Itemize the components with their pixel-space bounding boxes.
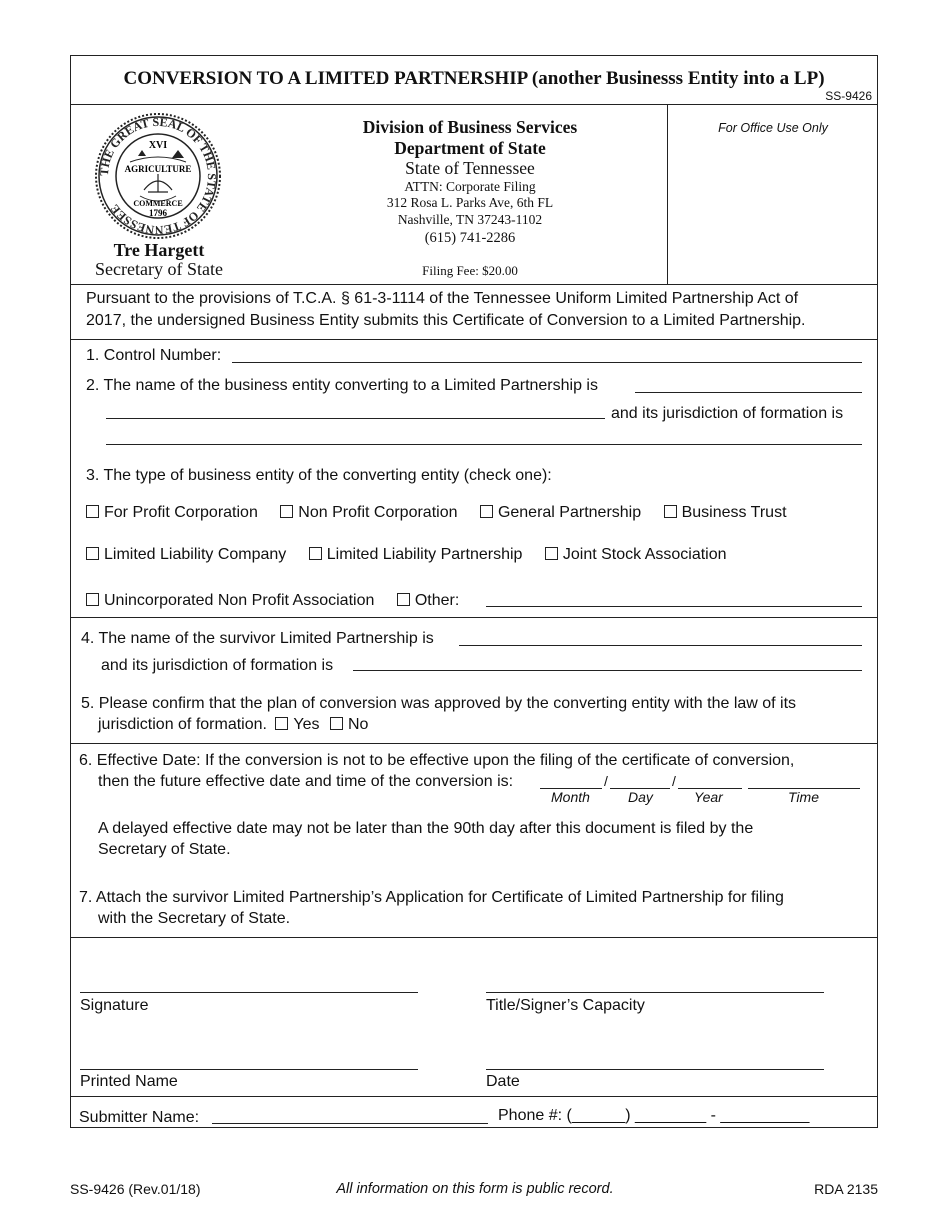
- divider: [70, 284, 878, 285]
- checkbox-non-profit[interactable]: [280, 505, 293, 518]
- option-label: General Partnership: [497, 504, 642, 521]
- printed-name-field[interactable]: [80, 1069, 418, 1070]
- option-label: Limited Liability Company: [104, 546, 287, 563]
- submitter-name-field[interactable]: [212, 1123, 488, 1124]
- checkbox-for-profit[interactable]: [86, 505, 99, 518]
- attach-line-1: 7. Attach the survivor Limited Partnership’s Application for Certificate of Limited Partnership for filing: [79, 889, 784, 906]
- divider: [70, 1096, 878, 1097]
- effective-date-line-2: then the future effective date and time of the conversion is:: [98, 773, 514, 790]
- footer-rda: RDA 2135: [814, 1181, 878, 1197]
- option-label: Joint Stock Association: [562, 546, 727, 563]
- checkbox-general-partnership[interactable]: [480, 505, 493, 518]
- entity-type-row-1: [86, 504, 805, 522]
- state-name: State of Tennessee: [405, 158, 535, 178]
- converting-entity-label: 2. The name of the business entity converting to a Limited Partnership is: [86, 377, 598, 394]
- divider: [70, 937, 878, 938]
- agency-phone: (615) 741-2286: [424, 230, 516, 246]
- seal-ring-text: THE GREAT SEAL OF THE STATE OF TENNESSEE: [96, 114, 220, 238]
- other-entity-field[interactable]: [486, 606, 862, 607]
- converting-jurisdiction-field[interactable]: [106, 444, 862, 445]
- delay-note-line-1: A delayed effective date may not be later than the 90th day after this document is filed by the: [98, 820, 754, 837]
- divider: [70, 339, 878, 340]
- checkbox-other[interactable]: [397, 593, 410, 606]
- survivor-jurisdiction-label: and its jurisdiction of formation is: [101, 657, 334, 674]
- option-label: Limited Liability Partnership: [326, 546, 523, 563]
- seal-agriculture: AGRICULTURE: [124, 164, 192, 174]
- office-use-label: For Office Use Only: [718, 121, 828, 135]
- address-line-1: 312 Rosa L. Parks Ave, 6th FL: [386, 195, 554, 210]
- seal-numeral: XVI: [148, 140, 168, 151]
- filing-fee: Filing Fee: $20.00: [422, 263, 518, 278]
- secretary-title: Secretary of State: [95, 259, 223, 279]
- seal-year: 1796: [149, 208, 167, 218]
- intro-line-1: Pursuant to the provisions of T.C.A. § 61-3-1114 of the Tennessee Uniform Limited Partnership Act of: [86, 290, 799, 307]
- intro-line-2: 2017, the undersigned Business Entity submits this Certificate of Conversion to a Limited Partnership.: [86, 312, 806, 329]
- option-label: Other:: [414, 592, 460, 609]
- option-label: Non Profit Corporation: [298, 504, 458, 521]
- year-caption: Year: [694, 789, 723, 805]
- attach-line-2: with the Secretary of State.: [98, 910, 291, 927]
- signature-field[interactable]: [80, 992, 418, 993]
- printed-name-label: Printed Name: [80, 1073, 178, 1090]
- survivor-name-field[interactable]: [459, 645, 862, 646]
- plan-confirm-text: jurisdiction of formation.: [98, 716, 267, 733]
- yes-label: Yes: [293, 716, 320, 733]
- submitter-phone-field[interactable]: Phone #: (______) ________ - __________: [498, 1107, 810, 1124]
- day-caption: Day: [628, 789, 653, 805]
- survivor-jurisdiction-field[interactable]: [353, 670, 862, 671]
- divider: [70, 104, 878, 105]
- entity-type-row-2: [86, 546, 745, 564]
- divider: [70, 743, 878, 744]
- delay-note-line-2: Secretary of State.: [98, 841, 231, 858]
- checkbox-llp[interactable]: [309, 547, 322, 560]
- effective-date-line-1: 6. Effective Date: If the conversion is not to be effective upon the filing of the certificate of conversion,: [79, 752, 795, 769]
- form-code: SS-9426: [825, 89, 872, 103]
- form-title: CONVERSION TO A LIMITED PARTNERSHIP (another Businesss Entity into a LP): [123, 68, 825, 89]
- no-label: No: [347, 716, 369, 733]
- month-caption: Month: [551, 789, 590, 805]
- control-number-field[interactable]: [232, 362, 862, 363]
- footer-form-number: SS-9426 (Rev.01/18): [70, 1181, 201, 1197]
- checkbox-business-trust[interactable]: [664, 505, 677, 518]
- state-seal: [94, 112, 222, 240]
- converting-entity-name-field[interactable]: [635, 392, 862, 393]
- option-label: For Profit Corporation: [104, 504, 258, 521]
- department-name: Department of State: [394, 138, 546, 158]
- plan-confirm-line-1: 5. Please confirm that the plan of conversion was approved by the converting entity with the law of its: [81, 695, 797, 712]
- control-number-label: 1. Control Number:: [86, 347, 222, 364]
- title-capacity-label: Title/Signer’s Capacity: [486, 997, 645, 1014]
- entity-type-row-3: [86, 592, 459, 610]
- secretary-name: Tre Hargett: [113, 240, 205, 260]
- time-caption: Time: [788, 789, 819, 805]
- seal-commerce: COMMERCE: [133, 199, 183, 208]
- option-label: Unincorporated Non Profit Association: [104, 592, 375, 609]
- converting-jurisdiction-label: and its jurisdiction of formation is: [611, 405, 844, 422]
- division-name: Division of Business Services: [362, 117, 578, 137]
- option-label: Business Trust: [681, 504, 787, 521]
- attn-line: ATTN: Corporate Filing: [404, 179, 536, 194]
- plan-confirm-line-2: [98, 716, 368, 734]
- footer-public-record: All information on this form is public record.: [336, 1181, 614, 1197]
- date-label: Date: [486, 1073, 520, 1090]
- signature-label: Signature: [80, 997, 149, 1014]
- survivor-name-label: 4. The name of the survivor Limited Partnership is: [81, 630, 434, 647]
- divider: [70, 617, 878, 618]
- checkbox-joint-stock[interactable]: [545, 547, 558, 560]
- address-line-2: Nashville, TN 37243-1102: [397, 212, 543, 227]
- checkbox-unincorporated[interactable]: [86, 593, 99, 606]
- date-field[interactable]: [486, 1069, 824, 1070]
- checkbox-no[interactable]: [330, 717, 343, 730]
- checkbox-yes[interactable]: [275, 717, 288, 730]
- submitter-name-label: Submitter Name:: [79, 1109, 200, 1126]
- title-capacity-field[interactable]: [486, 992, 824, 993]
- converting-entity-name-field-2[interactable]: [106, 418, 605, 419]
- entity-type-label: 3. The type of business entity of the converting entity (check one):: [86, 467, 552, 484]
- checkbox-llc[interactable]: [86, 547, 99, 560]
